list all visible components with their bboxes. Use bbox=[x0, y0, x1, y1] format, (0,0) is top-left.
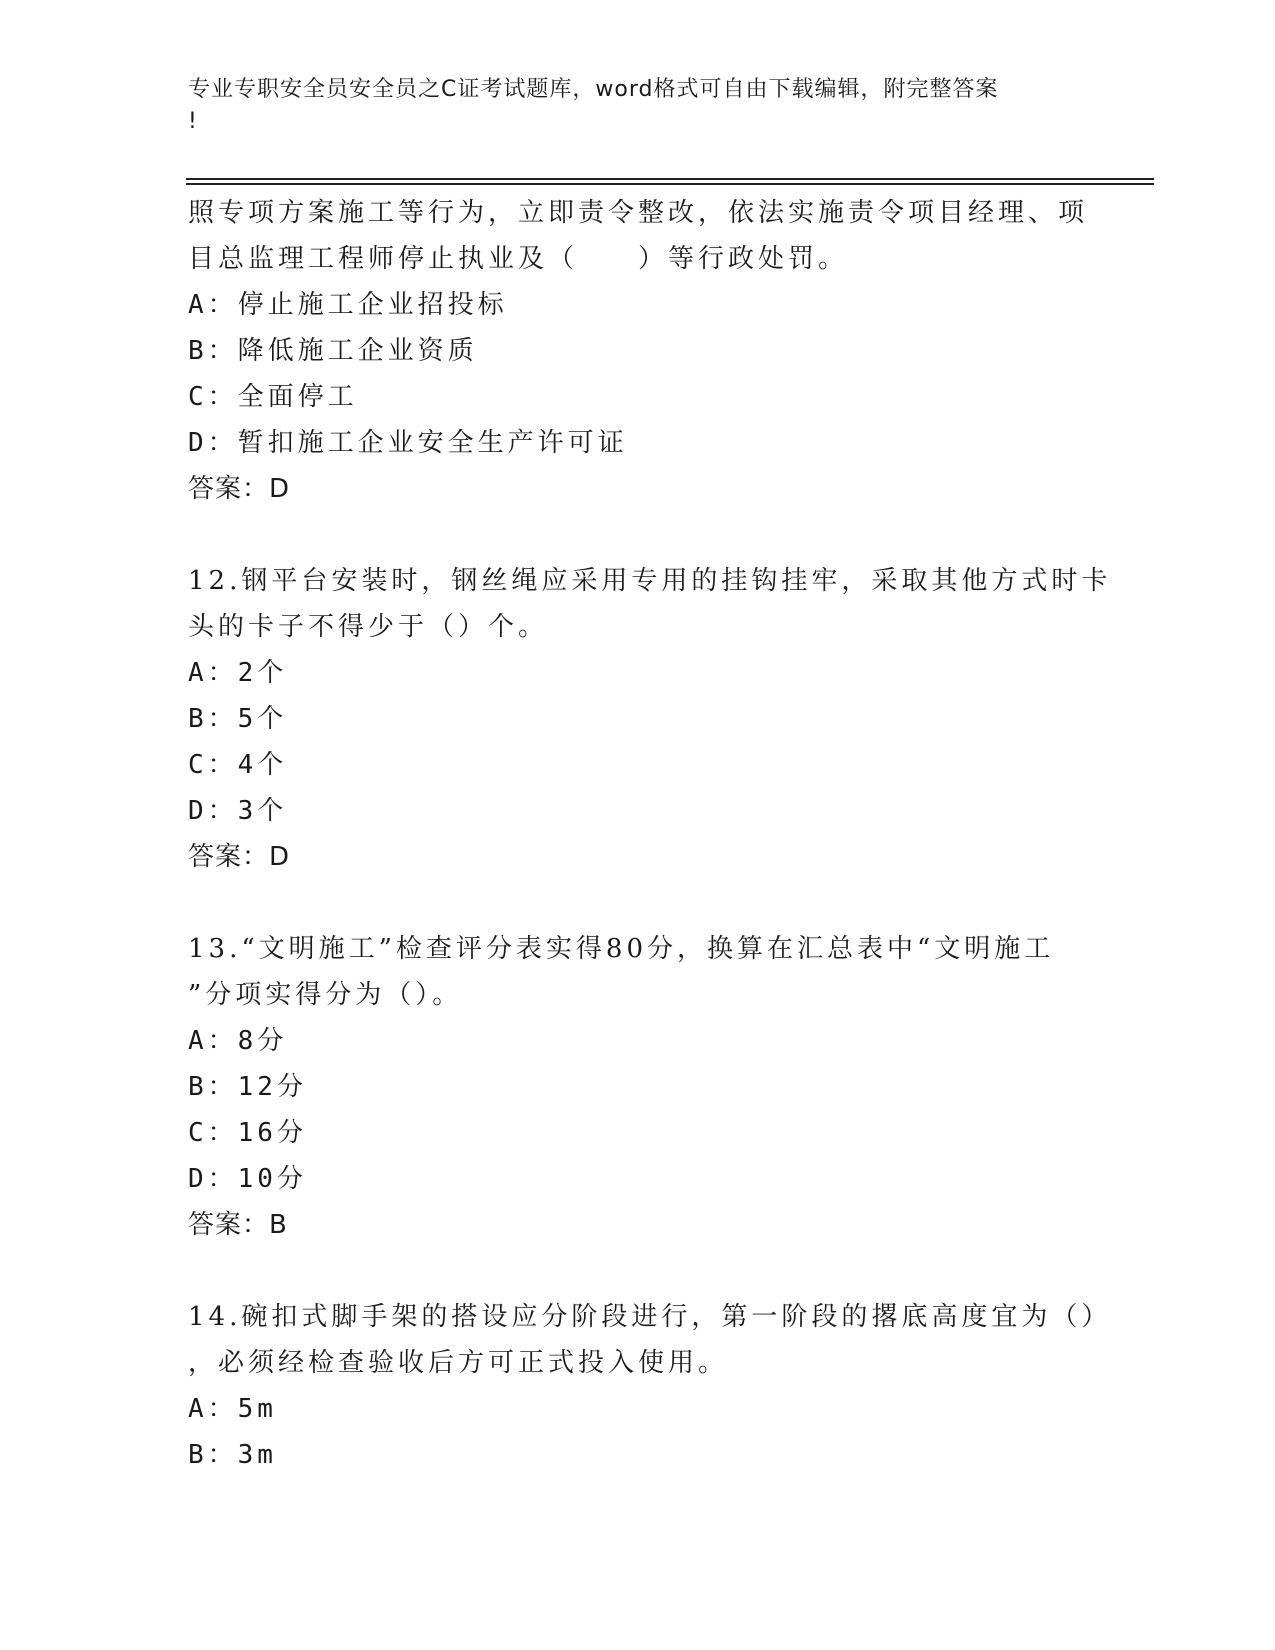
question-text-line: 头的卡子不得少于（）个。 bbox=[188, 612, 549, 642]
answer-line: 答案：B bbox=[188, 1210, 288, 1240]
option-c: C：16分 bbox=[188, 1118, 307, 1148]
question-text-line: 目总监理工程师停止执业及（ ）等行政处罚。 bbox=[188, 244, 849, 274]
answer-line: 答案：D bbox=[188, 474, 291, 504]
option-b: B：3m bbox=[188, 1440, 277, 1470]
question-text-line: 12.钢平台安装时，钢丝绳应采用专用的挂钩挂牢，采取其他方式时卡 bbox=[188, 566, 1112, 596]
answer-line: 答案：D bbox=[188, 842, 291, 872]
option-a: A：停止施工企业招投标 bbox=[188, 290, 508, 320]
question-block bbox=[188, 558, 1112, 880]
question-block bbox=[188, 190, 1088, 512]
question-text-line: ，必须经检查验收后方可正式投入使用。 bbox=[188, 1348, 729, 1378]
question-list bbox=[188, 190, 1112, 1478]
question-block bbox=[188, 1294, 1112, 1478]
header-rule-top bbox=[186, 178, 1154, 180]
option-d: D：暂扣施工企业安全生产许可证 bbox=[188, 428, 628, 458]
option-a: A：2个 bbox=[188, 658, 288, 688]
option-b: B：降低施工企业资质 bbox=[188, 336, 478, 366]
question-text-line: 照专项方案施工等行为，立即责令整改，依法实施责令项目经理、项 bbox=[188, 198, 1089, 228]
question-text-line: ”分项实得分为（）。 bbox=[188, 980, 463, 1010]
page-header-title: 专业专职安全员安全员之C证考试题库，word格式可自由下载编辑，附完整答案 ! bbox=[188, 77, 999, 134]
question-text-line: 13.“文明施工”检查评分表实得80分，换算在汇总表中“文明施工 bbox=[188, 934, 1055, 964]
question-text-line: 14.碗扣式脚手架的搭设应分阶段进行，第一阶段的撂底高度宜为（） bbox=[188, 1302, 1112, 1332]
option-a: A：8分 bbox=[188, 1026, 288, 1056]
question-spacer bbox=[188, 1248, 1088, 1294]
option-a: A：5m bbox=[188, 1394, 277, 1424]
question-spacer bbox=[188, 880, 1088, 926]
option-c: C：全面停工 bbox=[188, 382, 358, 412]
option-c: C：4个 bbox=[188, 750, 288, 780]
question-spacer bbox=[188, 512, 1088, 558]
question-block bbox=[188, 926, 1088, 1248]
option-b: B：5个 bbox=[188, 704, 288, 734]
header-rule-bottom bbox=[186, 183, 1154, 185]
option-d: D：10分 bbox=[188, 1164, 307, 1194]
option-d: D：3个 bbox=[188, 796, 288, 826]
option-b: B：12分 bbox=[188, 1072, 307, 1102]
